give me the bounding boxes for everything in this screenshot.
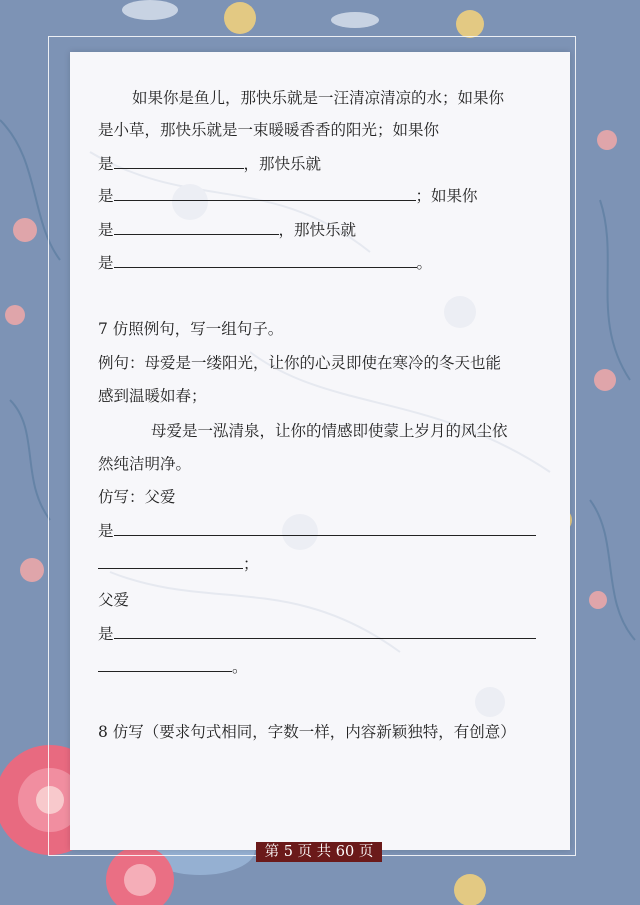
fill-in-line [98,656,248,677]
fill-in-line [98,185,478,206]
line-prefix: 是 [98,625,114,643]
line-prefix: 是 [98,522,114,540]
line-suffix: 。 [416,254,433,272]
line-suffix: ； [243,555,259,573]
fill-in-line [98,520,536,541]
example-line: 感到温暖如春； [98,387,207,405]
paragraph-line: 是小草，那快乐就是一束暖暖香香的阳光；如果你 [98,121,440,139]
page-number-label: 第 5 页 共 60 页 [256,842,382,862]
line-prefix: 是 [98,254,114,272]
answer-blank[interactable] [114,185,416,201]
fill-in-line [98,553,259,574]
fill-in-line [98,219,356,240]
example-line: 例句：母爱是一缕阳光，让你的心灵即使在寒冷的冬天也能 [98,354,502,372]
line-suffix: ，那快乐就 [278,221,357,239]
line-prefix: 是 [98,187,114,205]
line-prefix: 是 [98,221,114,239]
answer-blank[interactable] [114,252,417,268]
example-line: 母爱是一泓清泉，让你的情感即使蒙上岁月的风尘依 [151,422,508,440]
question-title: 8 仿写（要求句式相同，字数一样，内容新颖独特，有创意） [98,723,516,741]
fill-in-line [98,252,432,273]
answer-blank[interactable] [114,219,279,235]
line-suffix: 。 [232,658,248,676]
answer-blank[interactable] [114,520,536,536]
fill-in-line [98,153,321,174]
paragraph-line: 如果你是鱼儿，那快乐就是一汪清凉清凉的水；如果你 [132,89,505,107]
fill-in-line [98,623,536,644]
example-line: 然纯洁明净。 [98,455,192,473]
answer-blank[interactable] [114,153,244,169]
line-prefix: 是 [98,155,114,173]
answer-blank[interactable] [98,656,232,672]
imitation-label: 父爱 [98,591,130,609]
answer-blank[interactable] [114,623,536,639]
question-title: 7 仿照例句，写一组句子。 [98,320,284,338]
line-suffix: ，那快乐就 [243,155,322,173]
answer-blank[interactable] [98,553,243,569]
line-suffix: ；如果你 [415,187,478,205]
imitation-label: 仿写：父爱 [98,488,176,506]
